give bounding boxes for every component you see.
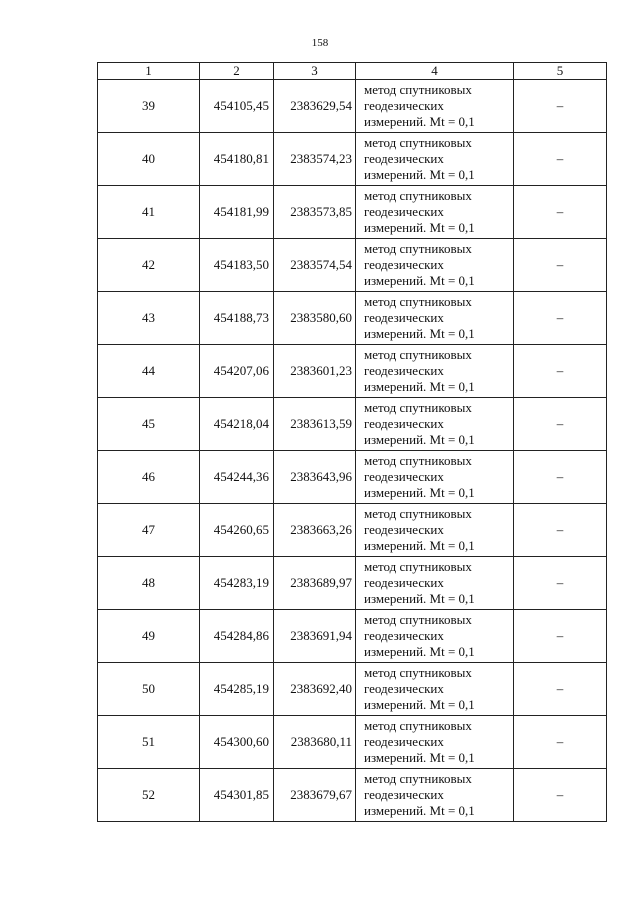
- coordinate-y: 2383679,67: [274, 769, 356, 822]
- method-line-1: метод спутниковых: [364, 82, 472, 97]
- page-number: 158: [311, 37, 329, 49]
- method-line-2: геодезических: [364, 151, 444, 166]
- coordinate-x: 454105,45: [200, 80, 274, 133]
- note: –: [514, 239, 607, 292]
- method-line-2: геодезических: [364, 522, 444, 537]
- table-row: [98, 557, 607, 610]
- method-line-2: геодезических: [364, 787, 444, 802]
- method-line-2: геодезических: [364, 310, 444, 325]
- table-row: [98, 716, 607, 769]
- method-line-3: измерений. Mt = 0,1: [364, 485, 475, 500]
- method-description: [356, 239, 514, 292]
- note: –: [514, 133, 607, 186]
- header-col-4: 4: [356, 63, 514, 80]
- method-description: [356, 292, 514, 345]
- coordinate-x: 454284,86: [200, 610, 274, 663]
- method-line-3: измерений. Mt = 0,1: [364, 114, 475, 129]
- coordinate-x: 454244,36: [200, 451, 274, 504]
- method-description: [356, 610, 514, 663]
- coordinate-x: 454181,99: [200, 186, 274, 239]
- note: –: [514, 716, 607, 769]
- note: –: [514, 292, 607, 345]
- method-line-1: метод спутниковых: [364, 665, 472, 680]
- coordinate-y: 2383691,94: [274, 610, 356, 663]
- method-line-2: геодезических: [364, 681, 444, 696]
- point-number: 44: [98, 345, 200, 398]
- note: –: [514, 451, 607, 504]
- coordinate-y: 2383643,96: [274, 451, 356, 504]
- header-col-3: 3: [274, 63, 356, 80]
- note: –: [514, 557, 607, 610]
- table-row: [98, 610, 607, 663]
- method-line-2: геодезических: [364, 416, 444, 431]
- table-row: [98, 292, 607, 345]
- method-line-1: метод спутниковых: [364, 559, 472, 574]
- method-line-1: метод спутниковых: [364, 718, 472, 733]
- table-row: [98, 80, 607, 133]
- coordinate-x: 454180,81: [200, 133, 274, 186]
- note: –: [514, 769, 607, 822]
- coordinate-y: 2383573,85: [274, 186, 356, 239]
- point-number: 50: [98, 663, 200, 716]
- point-number: 45: [98, 398, 200, 451]
- point-number: 49: [98, 610, 200, 663]
- method-line-1: метод спутниковых: [364, 188, 472, 203]
- method-line-2: геодезических: [364, 628, 444, 643]
- method-line-1: метод спутниковых: [364, 771, 472, 786]
- point-number: 51: [98, 716, 200, 769]
- method-line-3: измерений. Mt = 0,1: [364, 432, 475, 447]
- point-number: 40: [98, 133, 200, 186]
- note: –: [514, 610, 607, 663]
- coordinate-y: 2383692,40: [274, 663, 356, 716]
- method-line-3: измерений. Mt = 0,1: [364, 273, 475, 288]
- coordinate-x: 454283,19: [200, 557, 274, 610]
- method-line-2: геодезических: [364, 204, 444, 219]
- header-col-5: 5: [514, 63, 607, 80]
- point-number: 52: [98, 769, 200, 822]
- coordinate-x: 454207,06: [200, 345, 274, 398]
- method-line-1: метод спутниковых: [364, 453, 472, 468]
- method-line-2: геодезических: [364, 257, 444, 272]
- table-row: [98, 133, 607, 186]
- method-line-3: измерений. Mt = 0,1: [364, 803, 475, 818]
- point-number: 39: [98, 80, 200, 133]
- method-description: [356, 80, 514, 133]
- method-line-1: метод спутниковых: [364, 135, 472, 150]
- header-col-1: 1: [98, 63, 200, 80]
- point-number: 46: [98, 451, 200, 504]
- coordinate-x: 454260,65: [200, 504, 274, 557]
- point-number: 48: [98, 557, 200, 610]
- table-row: [98, 345, 607, 398]
- coordinates-table: [97, 62, 607, 822]
- method-line-3: измерений. Mt = 0,1: [364, 220, 475, 235]
- method-line-2: геодезических: [364, 98, 444, 113]
- table-row: [98, 186, 607, 239]
- method-line-3: измерений. Mt = 0,1: [364, 379, 475, 394]
- note: –: [514, 80, 607, 133]
- header-row: [98, 63, 607, 80]
- method-line-1: метод спутниковых: [364, 612, 472, 627]
- note: –: [514, 398, 607, 451]
- method-line-3: измерений. Mt = 0,1: [364, 538, 475, 553]
- table-row: [98, 398, 607, 451]
- method-line-3: измерений. Mt = 0,1: [364, 644, 475, 659]
- header-col-2: 2: [200, 63, 274, 80]
- method-line-1: метод спутниковых: [364, 294, 472, 309]
- method-description: [356, 504, 514, 557]
- coordinate-y: 2383601,23: [274, 345, 356, 398]
- method-description: [356, 133, 514, 186]
- coordinate-y: 2383629,54: [274, 80, 356, 133]
- coordinate-x: 454285,19: [200, 663, 274, 716]
- method-line-2: геодезических: [364, 469, 444, 484]
- method-line-1: метод спутниковых: [364, 347, 472, 362]
- method-line-3: измерений. Mt = 0,1: [364, 326, 475, 341]
- coordinate-y: 2383613,59: [274, 398, 356, 451]
- table-row: [98, 451, 607, 504]
- method-line-1: метод спутниковых: [364, 241, 472, 256]
- coordinate-x: 454218,04: [200, 398, 274, 451]
- point-number: 41: [98, 186, 200, 239]
- method-line-1: метод спутниковых: [364, 400, 472, 415]
- method-line-2: геодезических: [364, 575, 444, 590]
- coordinate-y: 2383574,54: [274, 239, 356, 292]
- coordinate-x: 454183,50: [200, 239, 274, 292]
- point-number: 42: [98, 239, 200, 292]
- method-description: [356, 451, 514, 504]
- coordinate-y: 2383574,23: [274, 133, 356, 186]
- method-line-3: измерений. Mt = 0,1: [364, 591, 475, 606]
- table-row: [98, 769, 607, 822]
- note: –: [514, 663, 607, 716]
- note: –: [514, 345, 607, 398]
- coordinate-y: 2383689,97: [274, 557, 356, 610]
- point-number: 43: [98, 292, 200, 345]
- method-line-3: измерений. Mt = 0,1: [364, 750, 475, 765]
- table-body: [98, 80, 607, 822]
- method-description: [356, 398, 514, 451]
- coordinate-y: 2383663,26: [274, 504, 356, 557]
- table-row: [98, 504, 607, 557]
- point-number: 47: [98, 504, 200, 557]
- method-description: [356, 557, 514, 610]
- table-row: [98, 239, 607, 292]
- method-description: [356, 345, 514, 398]
- table-header: [98, 63, 607, 80]
- table-row: [98, 663, 607, 716]
- method-line-3: измерений. Mt = 0,1: [364, 167, 475, 182]
- coordinate-x: 454301,85: [200, 769, 274, 822]
- note: –: [514, 186, 607, 239]
- coordinate-y: 2383680,11: [274, 716, 356, 769]
- method-line-2: геодезических: [364, 734, 444, 749]
- method-description: [356, 663, 514, 716]
- method-line-3: измерений. Mt = 0,1: [364, 697, 475, 712]
- coordinate-y: 2383580,60: [274, 292, 356, 345]
- method-description: [356, 186, 514, 239]
- note: –: [514, 504, 607, 557]
- method-description: [356, 716, 514, 769]
- method-line-2: геодезических: [364, 363, 444, 378]
- method-line-1: метод спутниковых: [364, 506, 472, 521]
- method-description: [356, 769, 514, 822]
- coordinate-x: 454300,60: [200, 716, 274, 769]
- coordinate-x: 454188,73: [200, 292, 274, 345]
